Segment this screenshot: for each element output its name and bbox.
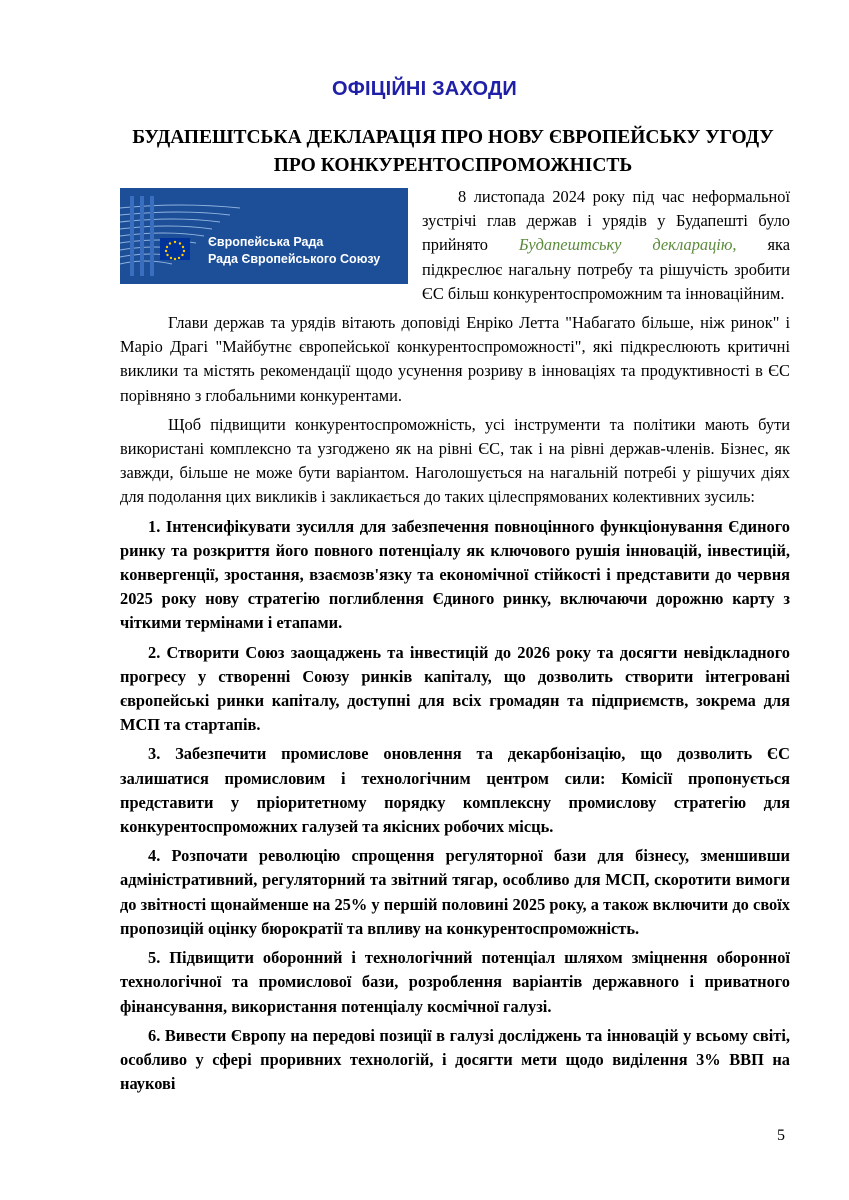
logo-line2: Рада Європейського Союзу <box>208 252 381 266</box>
paragraph-competitiveness: Щоб підвищити конкурентоспроможність, усі інструменти та політики мають бути використані комплексно та узгоджено як на рівні ЄС, так і на рівні держав-членів. Бізнес, як завжди, більше не може бути варіантом. Наголошується на нагальній потребі у рішучих діях для подолання цих викликів і закликається до таких цілеспрямованих колективних зусиль: <box>120 414 790 507</box>
document-title-line2: ПРО КОНКУРЕНТОСПРОМОЖНІСТЬ <box>273 155 633 176</box>
list-item-2 <box>120 641 790 738</box>
document-body <box>120 185 790 1101</box>
paragraph-reports: Глави держав та урядів вітають доповіді Енріко Летта "Набагато більше, ніж ринок" і Маріо Драгі "Майбутнє європейської конкурентоспроможності", які підкреслюють критичні виклики та містять рекомендації щодо усунення розриву в інноваціях та продуктивності в ЄС порівняно з глобальними конкурентами. <box>120 313 790 405</box>
list-number: 5. <box>148 948 161 968</box>
list-item-5 <box>120 946 790 1019</box>
list-number: 6. <box>148 1025 161 1045</box>
list-item-4 <box>120 844 790 941</box>
list-text: Розпочати революцію спрощення регуляторної бази для бізнесу, зменшивши адміністративний, регуляторний та звітний тягар, особливо для МСП, скоротити вимоги до звітності щонайменше на 25% у першій половині 2025 року, а також включити до своїх пропозицій оцінку бюрократії та впливу на конкурентоспроможність. <box>120 846 790 938</box>
list-text: Створити Союз заощаджень та інвестицій до 2026 року та досягти невідкладного прогресу у створенні Союзу ринків капіталу, що дозволить створити інтегровані європейські ринки капіталу, доступні для всіх громадян та підприємств, зокрема для МСП та стартапів. <box>120 642 790 735</box>
list-text: Підвищити оборонний і технологічний потенціал шляхом зміцнення оборонної технологічної та промислової бази, розроблення варіантів державного і приватного фінансування, використання потенціалу космічної галузі. <box>120 948 790 1016</box>
list-text: Інтенсифікувати зусилля для забезпечення повноцінного функціонування Єдиного ринку та розкриття його повного потенціалу як ключового рушія інновацій, інвестицій, конвергенції, зростання, взаємозв'язку та економічної стійкості і представити до червня 2025 року нову стратегію поглиблення Єдиного ринку, включаючи дорожню карту з чіткими термінами і етапами. <box>120 516 790 633</box>
document-title <box>110 124 796 180</box>
section-title: ОФІЦІЙНІ ЗАХОДИ <box>332 78 517 100</box>
list-text: Вивести Європу на передові позиції в галузі досліджень та інновацій у всьому світі, особливо у сфері проривних технологій, і досягти мети щодо виділення 3% ВВП на наукові <box>120 1025 790 1094</box>
list-number: 3. <box>148 744 161 764</box>
intro-text-start: 8 листопада 2024 року під час неформальної зустрічі глав держав і урядів у Будапешті було прийнято <box>422 187 790 255</box>
european-council-logo <box>120 188 408 284</box>
intro-text-end: яка підкреслює нагальну потребу та рішучість зробити ЄС більш конкурентоспроможним та інноваційним. <box>422 235 790 303</box>
page-number: 5 <box>777 1127 785 1144</box>
list-number: 1. <box>148 516 161 536</box>
list-item-3 <box>120 742 790 839</box>
budapest-declaration-link[interactable]: Будапештську декларацію, <box>518 235 737 255</box>
list-item-1 <box>120 515 790 636</box>
list-number: 4. <box>148 846 161 866</box>
list-number: 2. <box>148 642 161 662</box>
list-text: Забезпечити промислове оновлення та декарбонізацію, що дозволить ЄС залишатися промисловим і технологічним центром сили: Комісії пропонується представити у пріоритетному порядку комплексну промислову стратегію для конкурентоспроможних галузей та якісних робочих місць. <box>120 744 790 837</box>
logo-line1: Європейська Рада <box>208 235 324 249</box>
list-item-6 <box>120 1024 790 1097</box>
document-title-line1: БУДАПЕШТСЬКА ДЕКЛАРАЦІЯ ПРО НОВУ ЄВРОПЕЙСЬКУ УГОДУ <box>132 127 774 148</box>
